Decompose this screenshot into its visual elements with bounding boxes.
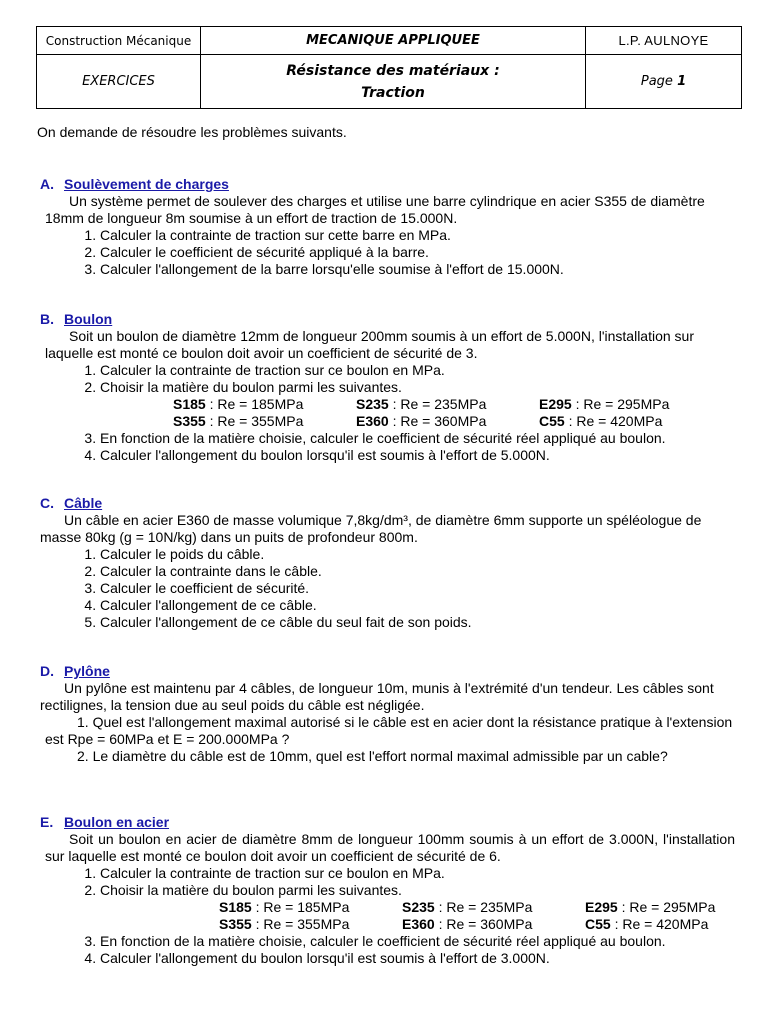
list-item: 3. En fonction de la matière choisie, calculer le coefficient de sécurité réel appliqué au boulon. (100, 933, 735, 950)
material-item: S185 : Re = 185MPa (173, 396, 304, 412)
header-subject: Construction Mécanique (37, 27, 201, 55)
list-item: 3. Calculer l'allongement de la barre lorsqu'elle soumise à l'effort de 15.000N. (100, 261, 735, 278)
section-c-heading (40, 495, 735, 512)
section-d-title: Pylône (64, 663, 110, 679)
material-item: S355 : Re = 355MPa (219, 916, 350, 932)
section-e-materials (219, 899, 735, 933)
header-school: L.P. AULNOYE (586, 27, 742, 55)
header-topic-line1: Résistance des matériaux : (286, 62, 500, 79)
list-item: 3. Calculer le coefficient de sécurité. (100, 580, 735, 597)
section-b-text: Soit un boulon de diamètre 12mm de longueur 200mm soumis à un effort de 5.000N, l'installation sur laquelle est monté ce boulon doit avoir un coefficient de sécurité de 3. (45, 328, 694, 361)
section-b-letter: B. (40, 311, 54, 327)
section-a-title: Soulèvement de charges (64, 176, 229, 192)
section-a-text: Un système permet de soulever des charges et utilise une barre cylindrique en acier S355 de diamètre 18mm de longueur 8m soumise à un effort de traction de 15.000N. (45, 193, 705, 226)
section-e-title: Boulon en acier (64, 814, 170, 830)
section-d-item-2: 2. Le diamètre du câble est de 10mm, quel est l'effort normal maximal admissible par un cable? (77, 748, 668, 764)
list-item: 4. Calculer l'allongement de ce câble. (100, 597, 735, 614)
section-c-list (40, 546, 735, 631)
material-item: E295 : Re = 295MPa (539, 396, 670, 412)
section-d-text: Un pylône est maintenu par 4 câbles, de longueur 10m, munis à l'extrémité d'un tendeur. Les câbles sont rectilignes, la tension due au seul poids du câble est négligée. (40, 680, 714, 713)
section-d-item-1: 1. Quel est l'allongement maximal autorisé si le câble est en acier dont la résistance pratique à l'extension est Rpe = 60MPa et E = 200.000MPa ? (45, 714, 733, 747)
list-item: 2. Choisir la matière du boulon parmi les suivantes. (100, 379, 735, 396)
section-a (40, 176, 735, 278)
header-course: MECANIQUE APPLIQUEE (201, 27, 586, 55)
list-item: 4. Calculer l'allongement du boulon lorsqu'il est soumis à l'effort de 5.000N. (100, 447, 735, 464)
section-e-list-cont (40, 933, 735, 967)
material-item: C55 : Re = 420MPa (539, 413, 663, 429)
section-e-letter: E. (40, 814, 54, 830)
header-topic-line2: Traction (361, 84, 425, 101)
list-item: 2. Calculer le coefficient de sécurité appliqué à la barre. (100, 244, 735, 261)
list-item: 4. Calculer l'allongement du boulon lorsqu'il est soumis à l'effort de 3.000N. (100, 950, 735, 967)
list-item: 3. En fonction de la matière choisie, calculer le coefficient de sécurité réel appliqué au boulon. (100, 430, 735, 447)
intro-text: On demande de résoudre les problèmes suivants. (37, 124, 347, 140)
list-item: 1. Calculer le poids du câble. (100, 546, 735, 563)
material-item: E295 : Re = 295MPa (585, 899, 716, 915)
section-a-letter: A. (40, 176, 54, 192)
section-e-heading (40, 814, 735, 831)
header-topic (201, 55, 586, 109)
section-c-title: Câble (64, 495, 103, 511)
material-item: C55 : Re = 420MPa (585, 916, 709, 932)
list-item: 1. Calculer la contrainte de traction sur cette barre en MPa. (100, 227, 735, 244)
section-b-list-cont (40, 430, 735, 464)
header-page (586, 55, 742, 109)
material-item: S235 : Re = 235MPa (356, 396, 487, 412)
section-b-materials (173, 396, 735, 430)
list-item: 1. Calculer la contrainte de traction sur ce boulon en MPa. (100, 865, 735, 882)
list-item: 1. Calculer la contrainte de traction sur ce boulon en MPa. (100, 362, 735, 379)
section-d (40, 663, 735, 765)
section-b-list (40, 362, 735, 396)
section-e (40, 814, 735, 967)
list-item: 2. Calculer la contrainte dans le câble. (100, 563, 735, 580)
material-item: S235 : Re = 235MPa (402, 899, 533, 915)
material-item: S185 : Re = 185MPa (219, 899, 350, 915)
section-b-heading (40, 311, 735, 328)
section-d-letter: D. (40, 663, 54, 679)
section-a-heading (40, 176, 735, 193)
section-b-title: Boulon (64, 311, 113, 327)
section-c-letter: C. (40, 495, 54, 511)
section-c-text: Un câble en acier E360 de masse volumique 7,8kg/dm³, de diamètre 6mm supporte un spéléologue de masse 80kg (g = 10N/kg) dans un puits de profondeur 800m. (40, 512, 702, 545)
section-e-list (40, 865, 735, 899)
section-e-text: Soit un boulon en acier de diamètre 8mm de longueur 100mm soumis à un effort de 3.000N, l'installation sur laquelle est monté ce boulon doit avoir un coefficient de sécurité de 6. (45, 831, 735, 864)
header-type: EXERCICES (37, 55, 201, 109)
header-table (36, 26, 742, 109)
section-a-list (40, 227, 735, 278)
page-label: Page (640, 74, 673, 89)
material-item: S355 : Re = 355MPa (173, 413, 304, 429)
section-c (40, 495, 735, 631)
list-item: 2. Choisir la matière du boulon parmi les suivantes. (100, 882, 735, 899)
section-b (40, 311, 735, 464)
page-number: 1 (677, 74, 687, 89)
material-item: E360 : Re = 360MPa (356, 413, 487, 429)
section-d-heading (40, 663, 735, 680)
list-item: 5. Calculer l'allongement de ce câble du seul fait de son poids. (100, 614, 735, 631)
material-item: E360 : Re = 360MPa (402, 916, 533, 932)
